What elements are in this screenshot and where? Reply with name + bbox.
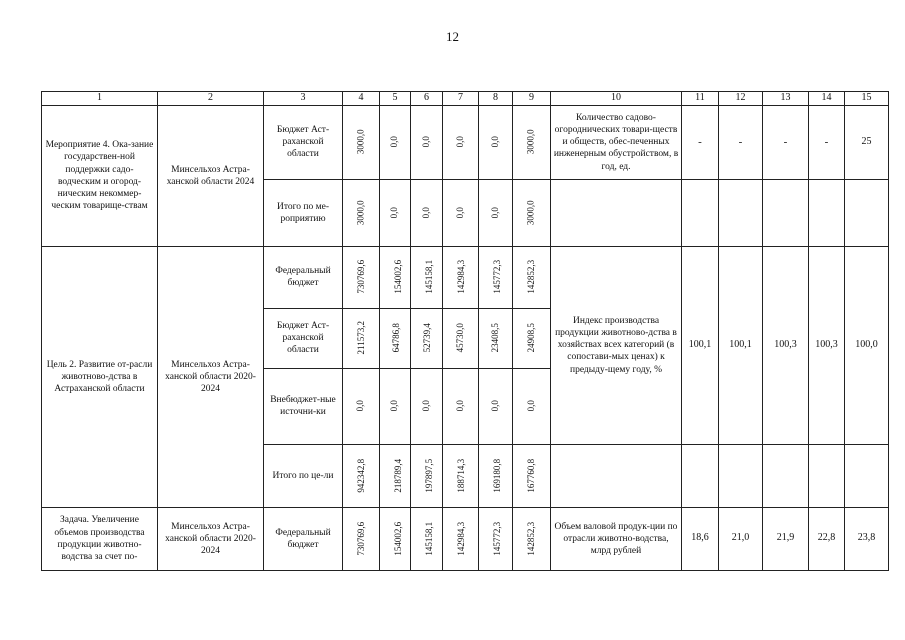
value-text: 45730,0 xyxy=(454,323,465,353)
value-cell xyxy=(513,308,551,368)
value-cell xyxy=(513,444,551,507)
header-cell: 15 xyxy=(845,92,889,106)
value-text: 154002,6 xyxy=(393,521,404,556)
value-text: 0,0 xyxy=(420,400,431,412)
target-cell: 21,0 xyxy=(719,507,763,570)
task-name: Задача. Увеличение объемов производства продукции животно-водства за счет по- xyxy=(42,507,158,570)
value-text: 145158,1 xyxy=(424,260,435,294)
value-cell xyxy=(479,444,513,507)
header-cell: 10 xyxy=(551,92,682,106)
value-text: 0,0 xyxy=(454,400,465,412)
funding-source: Бюджет Аст-раханской области xyxy=(264,105,343,179)
empty-cell xyxy=(682,444,719,507)
header-row xyxy=(42,92,889,106)
value-cell xyxy=(443,105,479,179)
value-text: 0,0 xyxy=(454,206,465,219)
empty-cell xyxy=(551,444,682,507)
value-cell xyxy=(479,179,513,246)
target-cell: 22,8 xyxy=(809,507,845,570)
value-cell xyxy=(343,507,380,570)
funding-source: Бюджет Аст-раханской области xyxy=(264,308,343,368)
value-text: 145772,3 xyxy=(492,521,503,556)
executor-cell: Минсельхоз Астра-ханской области 2020-2024 xyxy=(158,246,264,507)
value-text: 169180,8 xyxy=(492,458,503,493)
indicator-cell: Индекс производства продукции животново-дства в хозяйствах всех категорий (в сопостави-мых ценах) к предыду-щему году, % xyxy=(551,246,682,444)
value-text: 154002,6 xyxy=(393,260,404,294)
executor-cell: Минсельхоз Астра-ханской области 2024 xyxy=(158,105,264,246)
target-cell: 100,3 xyxy=(809,246,845,444)
value-text: 3000,0 xyxy=(355,129,366,155)
value-cell xyxy=(513,179,551,246)
value-text: 218789,4 xyxy=(393,458,404,493)
value-text: 24908,5 xyxy=(525,323,536,353)
value-cell xyxy=(343,444,380,507)
value-cell xyxy=(411,444,443,507)
program-table xyxy=(41,91,889,571)
table-row xyxy=(42,246,889,308)
value-text: 211573,2 xyxy=(355,321,366,355)
value-cell xyxy=(343,246,380,308)
funding-source: Федеральный бюджет xyxy=(264,246,343,308)
value-cell xyxy=(380,246,411,308)
value-text: 197897,5 xyxy=(424,458,435,493)
target-cell: 100,0 xyxy=(845,246,889,444)
value-cell xyxy=(380,368,411,444)
target-cell: 100,1 xyxy=(682,246,719,444)
target-cell: - xyxy=(763,105,809,179)
indicator-cell: Объем валовой продук-ции по отрасли животно-водства, млрд рублей xyxy=(551,507,682,570)
value-cell xyxy=(513,368,551,444)
value-cell xyxy=(411,368,443,444)
header-cell: 6 xyxy=(411,92,443,106)
value-cell xyxy=(380,507,411,570)
header-cell: 3 xyxy=(264,92,343,106)
value-cell xyxy=(479,246,513,308)
value-cell xyxy=(380,444,411,507)
value-text: 188714,3 xyxy=(456,458,467,493)
value-cell xyxy=(479,308,513,368)
value-cell xyxy=(411,179,443,246)
value-cell xyxy=(513,507,551,570)
funding-source: Итого по це-ли xyxy=(264,444,343,507)
table-row xyxy=(42,507,889,570)
target-cell: 25 xyxy=(845,105,889,179)
value-text: 23408,5 xyxy=(489,323,500,353)
value-text: 142852,3 xyxy=(526,521,537,556)
value-text: 52739,4 xyxy=(421,323,432,353)
header-cell: 8 xyxy=(479,92,513,106)
header-cell: 13 xyxy=(763,92,809,106)
target-cell: 100,1 xyxy=(719,246,763,444)
value-text: 730769,6 xyxy=(356,260,367,294)
value-cell xyxy=(411,246,443,308)
funding-source: Итого по ме-роприятию xyxy=(264,179,343,246)
value-text: 0,0 xyxy=(454,136,465,148)
value-text: 167760,8 xyxy=(526,458,537,493)
value-text: 0,0 xyxy=(489,206,500,219)
header-cell: 9 xyxy=(513,92,551,106)
funding-source: Федеральный бюджет xyxy=(264,507,343,570)
header-cell: 2 xyxy=(158,92,264,106)
empty-cell xyxy=(682,179,719,246)
value-cell xyxy=(479,368,513,444)
target-cell: 100,3 xyxy=(763,246,809,444)
value-text: 0,0 xyxy=(355,400,366,412)
value-text: 3000,0 xyxy=(525,129,536,155)
header-cell: 12 xyxy=(719,92,763,106)
value-text: 3000,0 xyxy=(525,200,536,225)
value-cell xyxy=(479,105,513,179)
empty-cell xyxy=(763,444,809,507)
page-number: 12 xyxy=(446,29,459,44)
value-cell xyxy=(513,105,551,179)
value-cell xyxy=(479,507,513,570)
value-text: 3000,0 xyxy=(355,200,366,225)
activity-name: Мероприятие 4. Ока-зание государствен-ной поддержки садо-водческим и огород-ническим некоммер-ческим товарище-ствам xyxy=(42,105,158,246)
value-text: 0,0 xyxy=(420,206,431,219)
value-cell xyxy=(513,246,551,308)
executor-cell: Минсельхоз Астра-ханской области 2020-2024 xyxy=(158,507,264,570)
empty-cell xyxy=(809,179,845,246)
value-cell xyxy=(443,179,479,246)
value-text: 0,0 xyxy=(489,136,500,148)
value-text: 64786,8 xyxy=(390,323,401,353)
value-cell xyxy=(343,179,380,246)
value-text: 142984,3 xyxy=(456,260,467,294)
value-text: 145158,1 xyxy=(424,521,435,556)
value-text: 145772,3 xyxy=(492,260,503,294)
value-cell xyxy=(443,507,479,570)
value-cell xyxy=(411,507,443,570)
empty-cell xyxy=(719,444,763,507)
value-cell xyxy=(443,308,479,368)
header-cell: 4 xyxy=(343,92,380,106)
target-cell: - xyxy=(719,105,763,179)
empty-cell xyxy=(809,444,845,507)
value-text: 0,0 xyxy=(389,206,400,219)
value-cell xyxy=(343,105,380,179)
value-cell xyxy=(443,246,479,308)
header-cell: 5 xyxy=(380,92,411,106)
goal-name: Цель 2. Развитие от-расли животново-дства в Астраханской области xyxy=(42,246,158,507)
target-cell: - xyxy=(682,105,719,179)
empty-cell xyxy=(845,444,889,507)
value-text: 142852,3 xyxy=(526,260,537,294)
value-text: 142984,3 xyxy=(456,521,467,556)
value-text: 0,0 xyxy=(389,136,400,148)
funding-source: Внебюджет-ные источни-ки xyxy=(264,368,343,444)
value-cell xyxy=(411,105,443,179)
value-text: 0,0 xyxy=(420,136,431,148)
target-cell: 21,9 xyxy=(763,507,809,570)
header-cell: 7 xyxy=(443,92,479,106)
value-text: 0,0 xyxy=(389,400,400,412)
indicator-cell: Количество садово-огороднических товари-ществ и обществ, обес-печенных инженерным обустройством, в год, ед. xyxy=(551,105,682,179)
value-cell xyxy=(380,105,411,179)
value-text: 0,0 xyxy=(525,400,536,412)
empty-cell xyxy=(719,179,763,246)
target-cell: - xyxy=(809,105,845,179)
value-cell xyxy=(443,368,479,444)
value-cell xyxy=(343,368,380,444)
value-cell xyxy=(443,444,479,507)
empty-cell xyxy=(763,179,809,246)
target-cell: 18,6 xyxy=(682,507,719,570)
value-cell xyxy=(411,308,443,368)
empty-cell xyxy=(551,179,682,246)
target-cell: 23,8 xyxy=(845,507,889,570)
empty-cell xyxy=(845,179,889,246)
header-cell: 14 xyxy=(809,92,845,106)
value-cell xyxy=(343,308,380,368)
value-text: 942342,8 xyxy=(356,458,367,493)
value-text: 730769,6 xyxy=(356,521,367,556)
header-cell: 1 xyxy=(42,92,158,106)
value-cell xyxy=(380,179,411,246)
value-text: 0,0 xyxy=(489,400,500,412)
value-cell xyxy=(380,308,411,368)
table-row xyxy=(42,105,889,179)
header-cell: 11 xyxy=(682,92,719,106)
